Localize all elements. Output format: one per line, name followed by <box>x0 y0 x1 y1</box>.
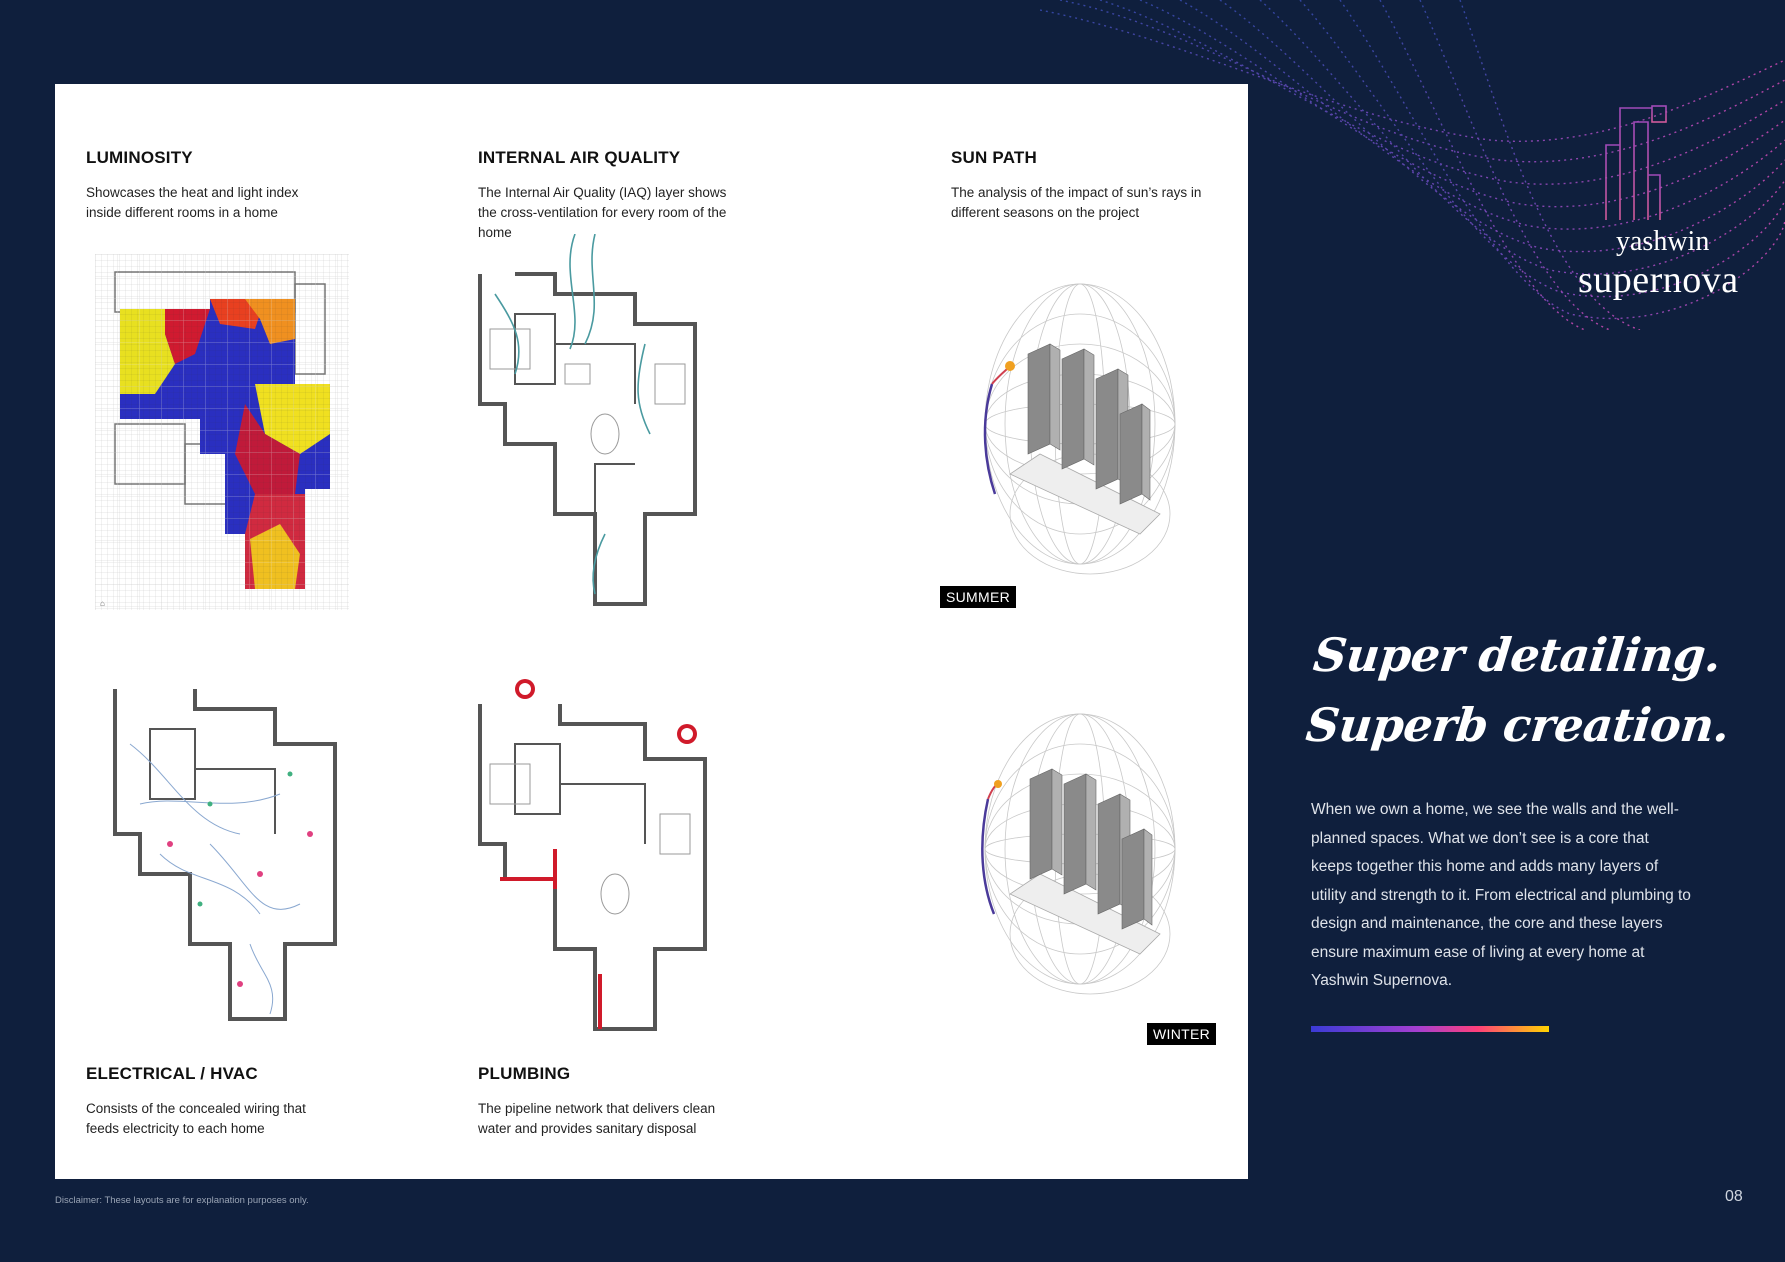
iaq-floorplan <box>475 234 707 606</box>
plumbing-floorplan <box>475 674 715 1034</box>
content-panel <box>55 84 1248 1179</box>
sunpath-description: The analysis of the impact of sun’s rays in different seasons on the project <box>951 185 1202 220</box>
disclaimer: Disclaimer: These layouts are for explanation purposes only. <box>55 1195 309 1206</box>
brand-line1: yashwin <box>1616 226 1710 257</box>
sunpath-title: SUN PATH <box>951 148 1037 167</box>
electrical-title: ELECTRICAL / HVAC <box>86 1064 258 1083</box>
luminosity-title: LUMINOSITY <box>86 148 193 167</box>
page-number: 08 <box>1725 1188 1743 1205</box>
summer-label: SUMMER <box>940 586 1016 608</box>
luminosity-heatmap-floorplan <box>95 254 349 610</box>
electrical-description: Consists of the concealed wiring that feeds electricity to each home <box>86 1101 306 1136</box>
iaq-title: INTERNAL AIR QUALITY <box>478 148 681 167</box>
headline-line1: Super detailing. <box>1310 628 1724 682</box>
headline <box>1303 620 1740 760</box>
headline-line2: Superb creation. <box>1303 698 1732 752</box>
svg-text:⌂: ⌂ <box>100 599 105 608</box>
sunpath-summer-diagram <box>970 274 1180 584</box>
electrical-hvac-floorplan <box>110 684 350 1024</box>
body-copy: When we own a home, we see the walls and the well-planned spaces. What we don’t see is a core that keeps together this home and adds many layers of utility and strength to it. From electrical and plumbing to design and maintenance, the core and these layers ensure maximum ease of living at every home at Yashwin Supernova. <box>1311 801 1691 989</box>
plumbing-description: The pipeline network that delivers clean water and provides sanitary disposal <box>478 1101 716 1136</box>
accent-gradient-bar <box>1311 1026 1549 1032</box>
plumbing-title: PLUMBING <box>478 1064 571 1083</box>
luminosity-description: Showcases the heat and light index inside different rooms in a home <box>86 185 299 220</box>
brand-line2: supernova <box>1578 259 1739 301</box>
iaq-description: The Internal Air Quality (IAQ) layer shows the cross-ventilation for every room of the home <box>478 185 727 240</box>
sunpath-winter-diagram <box>970 704 1180 1004</box>
winter-label: WINTER <box>1147 1023 1216 1045</box>
